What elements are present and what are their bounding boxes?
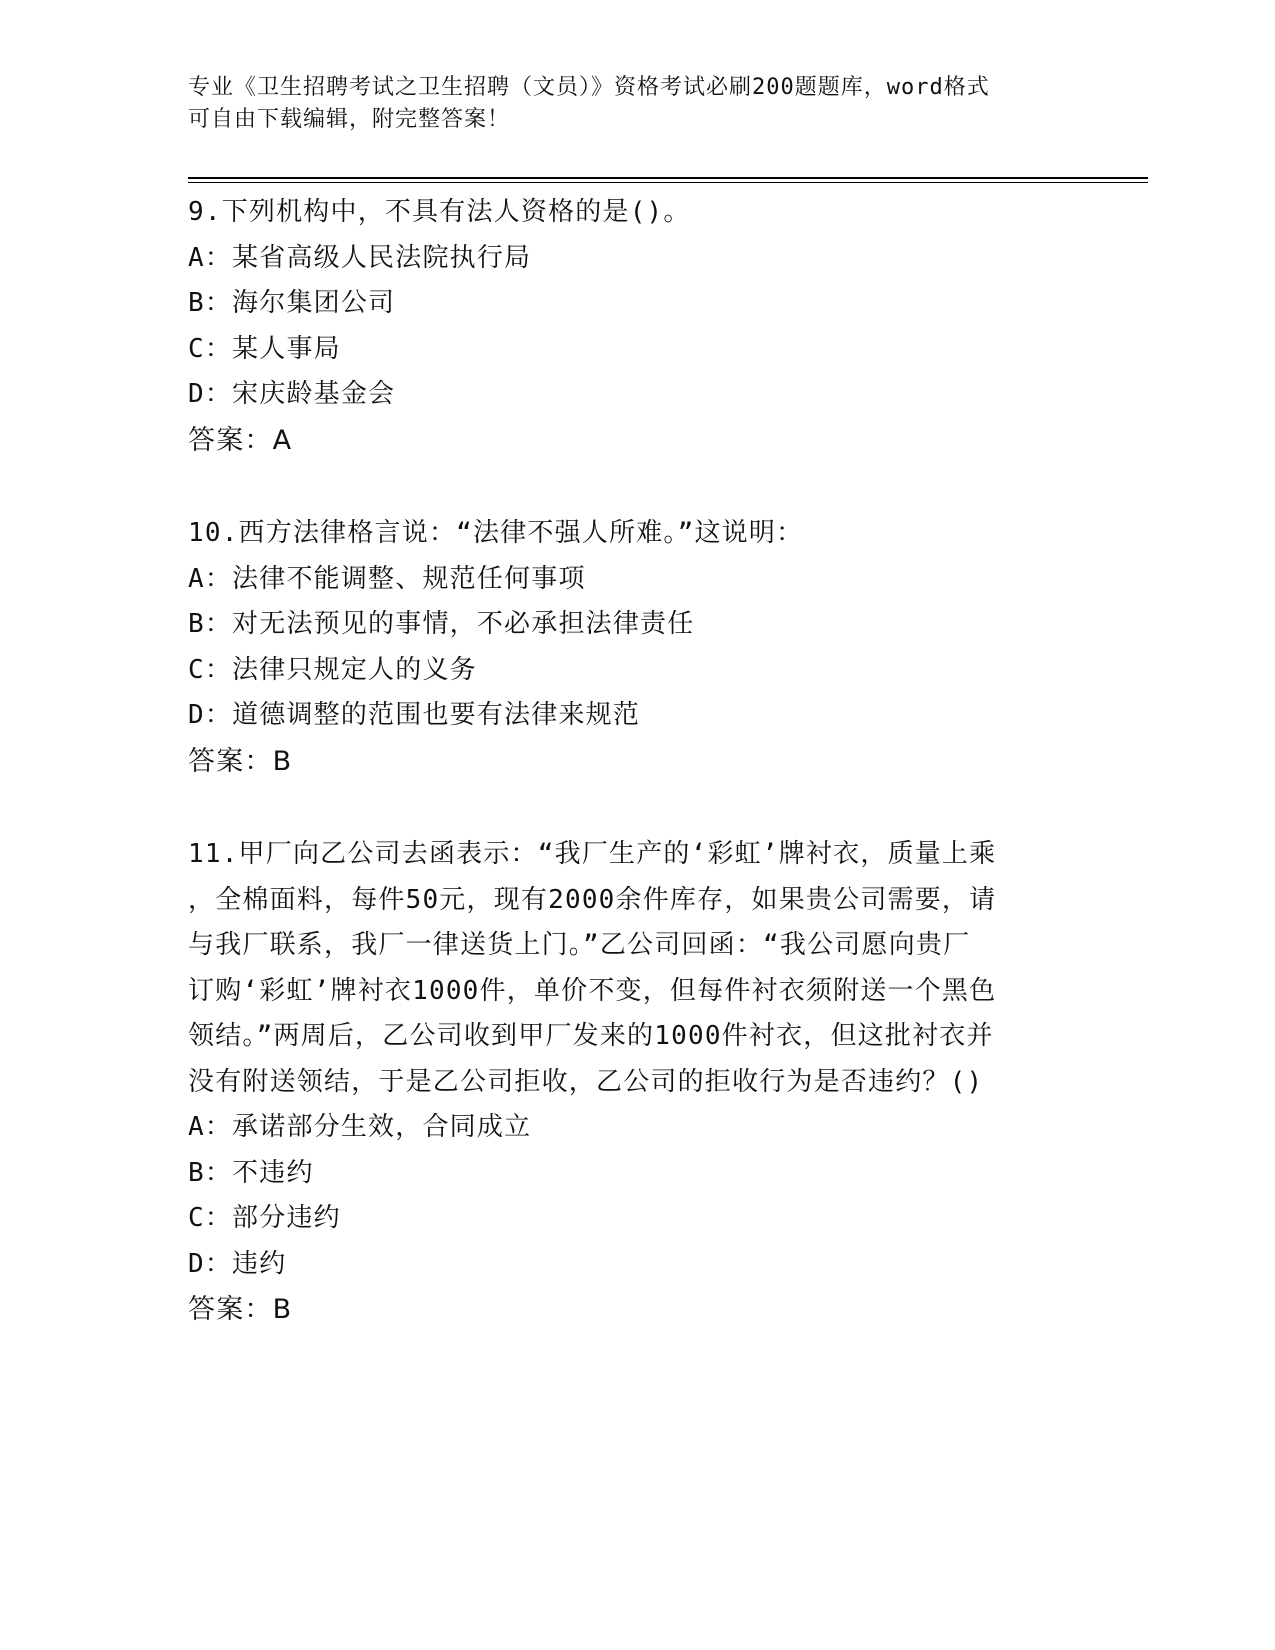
- question-stem-line: ，全棉面料，每件50元，现有2000余件库存，如果贵公司需要，请: [188, 884, 997, 915]
- question-stem-line: 领结。”两周后，乙公司收到甲厂发来的1000件衬衣，但这批衬衣并: [188, 1021, 994, 1051]
- option-b: B：海尔集团公司: [188, 288, 396, 318]
- question-item: [188, 190, 1088, 463]
- header-line-2: 可自由下载编辑，附完整答案！: [188, 107, 511, 132]
- question-item: [188, 511, 1088, 784]
- header-divider-thick: [188, 177, 1148, 179]
- question-stem-line: 11.甲厂向乙公司去函表示：“我厂生产的‘彩虹’牌衬衣，质量上乘: [188, 839, 997, 869]
- option-c: C：法律只规定人的义务: [188, 654, 477, 685]
- option-a: A：法律不能调整、规范任何事项: [188, 563, 586, 594]
- option-b: B：不违约: [188, 1157, 314, 1188]
- question-stem-line: 没有附送领结，于是乙公司拒收，乙公司的拒收行为是否违约？(): [188, 1066, 984, 1097]
- question-stem-line: 订购‘彩虹’牌衬衣1000件，单价不变，但每件衬衣须附送一个黑色: [188, 975, 997, 1006]
- answer-text: 答案：A: [188, 424, 293, 456]
- option-c: C：部分违约: [188, 1203, 341, 1233]
- question-stem: 10.西方法律格言说：“法律不强人所难。”这说明：: [188, 518, 804, 548]
- question-stem-line: 与我厂联系，我厂一律送货上门。”乙公司回函：“我公司愿向贵厂: [188, 930, 971, 960]
- option-d: D：宋庆龄基金会: [188, 379, 396, 409]
- question-list: [188, 190, 1088, 1381]
- header-line-1: 专业《卫生招聘考试之卫生招聘（文员）》资格考试必刷200题题库，word格式: [188, 75, 990, 100]
- option-d: D：道德调整的范围也要有法律来规范: [188, 700, 641, 730]
- question-item: [188, 832, 1088, 1333]
- option-b: B：对无法预见的事情，不必承担法律责任: [188, 609, 695, 639]
- answer-text: 答案：B: [188, 1294, 293, 1325]
- answer-text: 答案：B: [188, 745, 293, 777]
- document-header: [188, 72, 1088, 136]
- option-c: C：某人事局: [188, 333, 341, 364]
- header-divider-thin: [188, 182, 1148, 183]
- option-a: A：某省高级人民法院执行局: [188, 242, 532, 273]
- option-d: D：违约: [188, 1248, 287, 1279]
- question-stem: 9.下列机构中，不具有法人资格的是()。: [188, 197, 691, 227]
- option-a: A：承诺部分生效，合同成立: [188, 1112, 532, 1142]
